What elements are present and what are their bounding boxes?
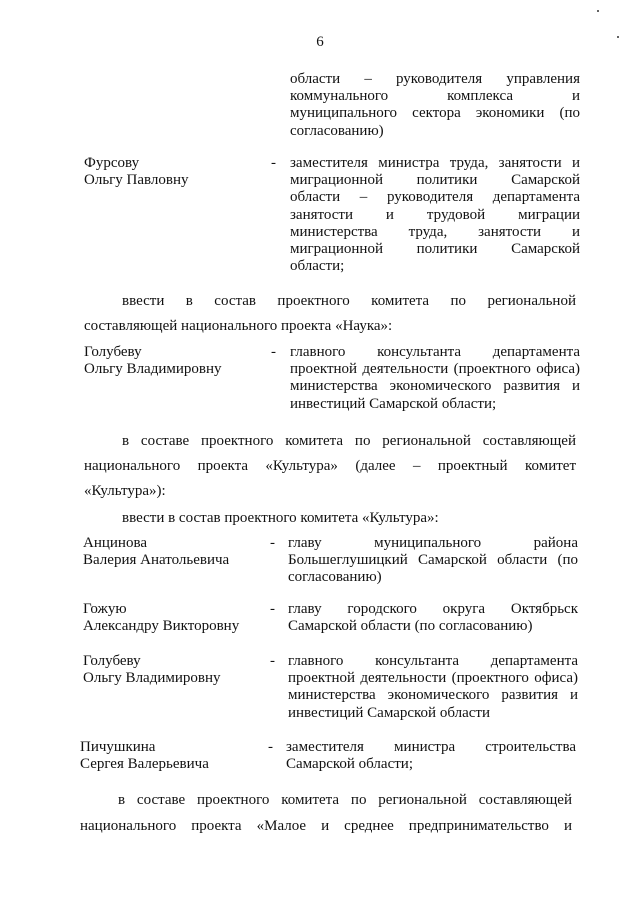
text-line: Самарской области;: [286, 756, 413, 773]
text-line: проектной деятельности (проектного офиса): [288, 670, 578, 687]
text-line: области – руководителя управления: [290, 71, 580, 87]
given-names: Александру Викторовну: [83, 618, 240, 634]
paragraph-msp-line-1: в составе проектного комитета по региональной составляющей: [118, 792, 572, 808]
text-line: Самарской области (по согласованию): [288, 618, 533, 635]
dash: -: [270, 535, 275, 551]
member-role: [288, 535, 578, 587]
member-role: [288, 653, 578, 722]
paragraph-nauka-line-1: ввести в состав проектного комитета по региональной: [122, 293, 576, 309]
given-names: Ольгу Павловну: [84, 172, 189, 188]
dash: -: [271, 344, 276, 360]
dash: -: [270, 653, 275, 669]
surname: Анцинова: [83, 535, 147, 551]
given-names: Ольгу Владимировну: [83, 670, 221, 686]
surname: Гожую: [83, 601, 127, 617]
text-line: области – руководителя департамента: [290, 189, 580, 206]
text-line: коммунального комплекса и: [290, 88, 580, 105]
text-line: инвестиций Самарской области: [288, 704, 490, 721]
member-name: [84, 155, 284, 189]
member-name: [83, 653, 283, 687]
dash: -: [270, 601, 275, 617]
text-line: инвестиций Самарской области;: [290, 395, 497, 412]
member-name: [84, 344, 284, 378]
text-line: проектной деятельности (проектного офиса): [290, 361, 580, 378]
surname: Пичушкина: [80, 739, 156, 755]
text-line: главу городского округа Октябрьск: [288, 601, 578, 617]
member-name: [83, 601, 283, 635]
paragraph-kultura-add: ввести в состав проектного комитета «Культура»:: [122, 510, 439, 526]
dash: -: [268, 739, 273, 755]
text-line: Большеглушицкий Самарской области (по: [288, 552, 578, 569]
text-line: главного консультанта департамента: [288, 653, 578, 669]
text-line: миграционной политики Самарской: [290, 172, 580, 189]
paragraph-kultura-line-1: в составе проектного комитета по региональной составляющей: [122, 433, 576, 449]
surname: Фурсову: [84, 155, 140, 171]
scan-speck: [597, 10, 599, 12]
text-line: главного консультанта департамента: [290, 344, 580, 360]
given-names: Сергея Валерьевича: [80, 756, 209, 772]
text-line: заместителя министра труда, занятости и: [290, 155, 580, 171]
given-names: Валерия Анатольевича: [83, 552, 230, 568]
text-line: миграционной политики Самарской: [290, 241, 580, 258]
text-line: главу муниципального района: [288, 535, 578, 551]
paragraph-nauka-line-2: составляющей национального проекта «Наука»:: [84, 318, 393, 334]
page-number: 6: [316, 34, 324, 50]
dash: -: [271, 155, 276, 171]
text-line: министерства труда, занятости и: [290, 223, 580, 240]
text-line: согласованию): [290, 122, 384, 139]
text-line: министерства экономического развития и: [288, 687, 578, 704]
member-role: [290, 344, 580, 413]
surname: Голубеву: [84, 344, 142, 360]
given-names: Ольгу Владимировну: [84, 361, 222, 377]
member-role: [290, 155, 580, 275]
member-name: [83, 535, 283, 569]
text-line: согласованию): [288, 569, 382, 586]
paragraph-kultura-line-3: «Культура»):: [84, 483, 166, 499]
text-line: области;: [290, 258, 345, 275]
continued-role: [290, 71, 580, 140]
paragraph-kultura-line-2: национального проекта «Культура» (далее – проектный комитет: [84, 458, 576, 474]
text-line: заместителя министра строительства: [286, 739, 576, 755]
text-line: министерства экономического развития и: [290, 378, 580, 395]
text-line: занятости и трудовой миграции: [290, 206, 580, 223]
member-role: [286, 739, 576, 773]
member-role: [288, 601, 578, 635]
text-line: муниципального сектора экономики (по: [290, 105, 580, 122]
member-name: [80, 739, 280, 773]
surname: Голубеву: [83, 653, 141, 669]
paragraph-msp-line-2: национального проекта «Малое и среднее предпринимательство и: [80, 818, 572, 834]
